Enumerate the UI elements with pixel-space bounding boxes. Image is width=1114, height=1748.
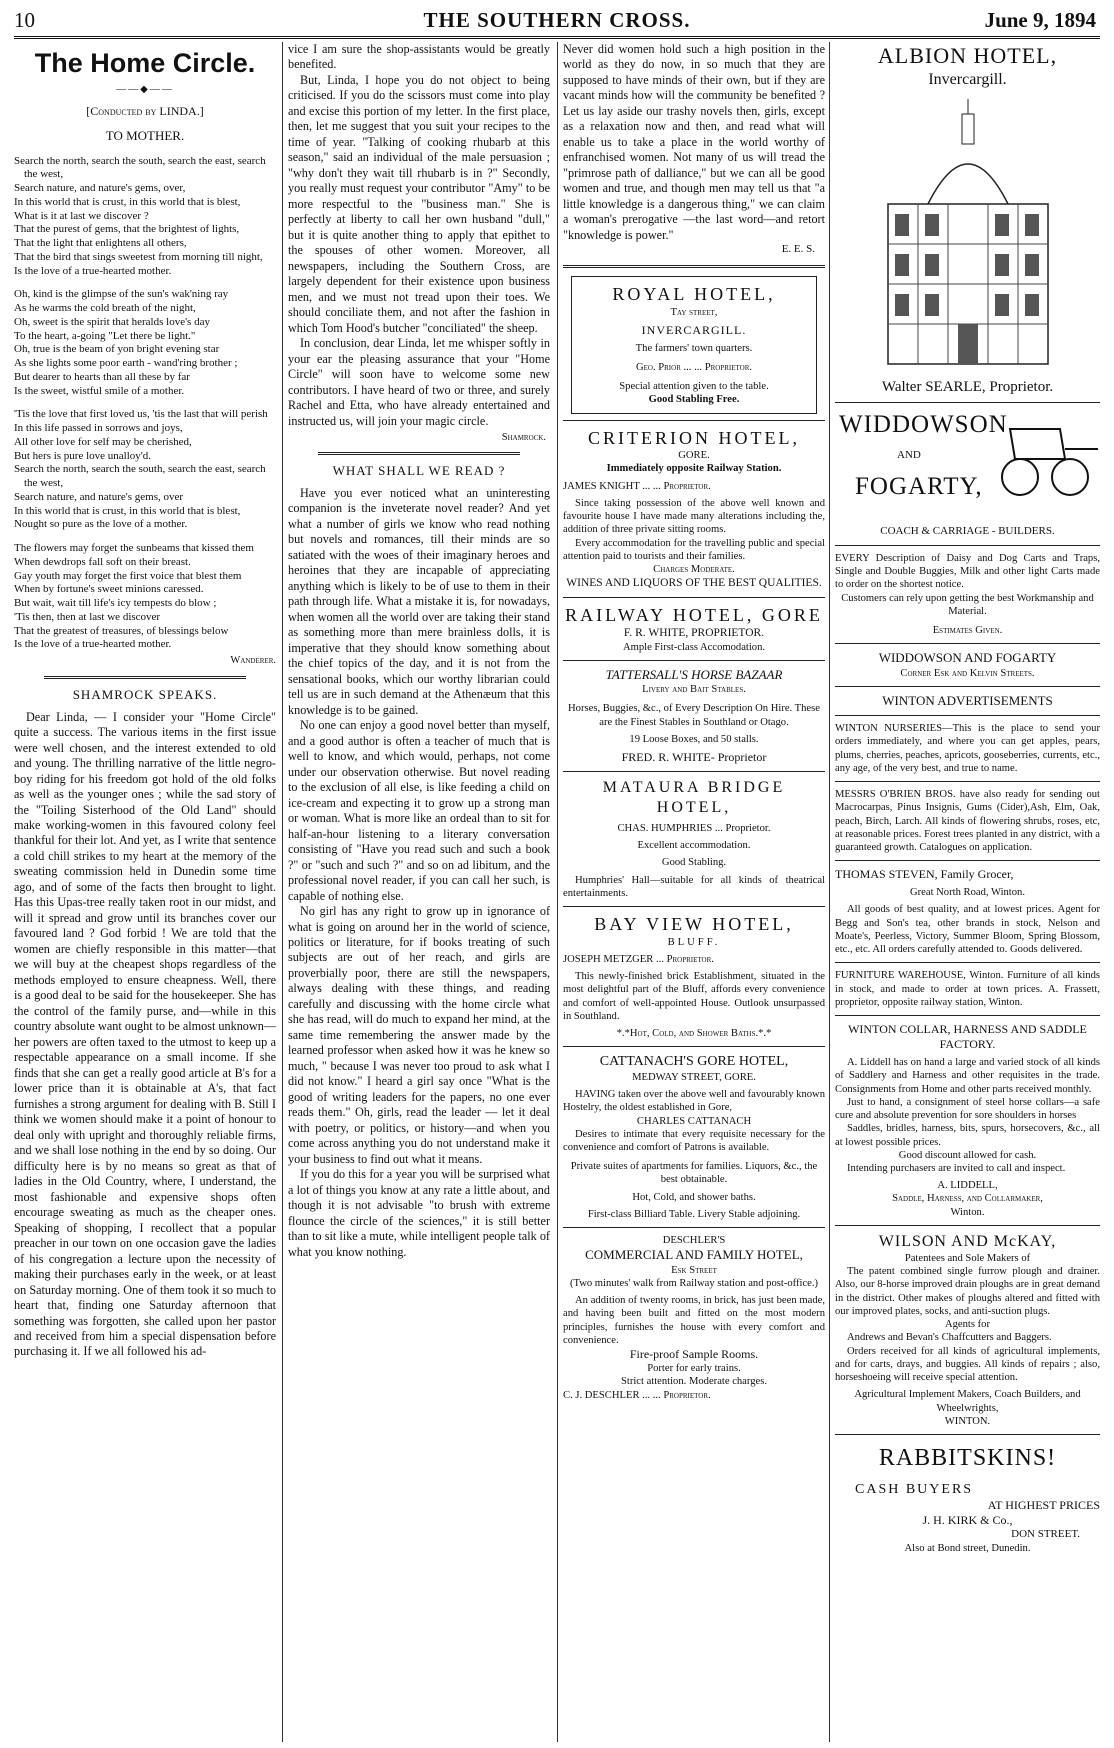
ad-line: The farmers' town quarters. — [635, 342, 753, 354]
page-header — [14, 6, 1100, 39]
ad-line: Porter for early trains. — [647, 1363, 741, 1375]
poem-line: That the greatest of treasures, of blessings below — [14, 624, 229, 637]
poem-line: Oh, sweet is the spirit that heralds love's day — [14, 315, 210, 328]
divider — [835, 715, 1100, 716]
ad-body: An addition of twenty rooms, in brick, has just been made, and having been built and fitted on the most modern principles, furnishes the house with every comfort and convenience. — [563, 1295, 825, 1346]
ad-body: Saddles, bridles, harness, bits, spurs, horsecovers, &c., all at lowest possible prices. — [835, 1123, 1100, 1148]
ad-line: J. H. KIRK & Co., — [922, 1513, 1013, 1528]
divider — [563, 265, 825, 268]
poem-line: Oh, true is the beam of yon bright evening star — [14, 343, 220, 356]
ad-body: This newly-finished brick Establishment, situated in the most delightful part of the Bluff, affords every convenience and comfort of well-appointed House. Outlook unsurpassed in Southland. — [563, 971, 825, 1022]
ad-body: Andrews and Bevan's Chaffcutters and Baggers. — [847, 1332, 1052, 1344]
ad-body: The patent combined single furrow plough and drainer. Also, our 8-horse improved drain ploughs are in great demand in the district. Other makes of ploughs altered and fitted with our improved plates, socks, and anti-suction plugs. — [835, 1266, 1100, 1317]
ad-line: Agents for — [944, 1319, 990, 1331]
divider — [835, 962, 1100, 963]
poem-line: That the bird that sings sweetest from morning till night, — [14, 250, 263, 263]
divider — [835, 1434, 1100, 1435]
ad-body: Desires to intimate that every requisite necessary for the convenience and comfort of Patrons is available. — [563, 1128, 825, 1153]
column-4 — [835, 42, 1100, 1742]
poem-line: Is the sweet, wistful smile of a mother. — [14, 384, 185, 397]
ad-body: MESSRS O'BRIEN BROS. have also ready for sending out Macrocarpas, Pinus Insignis, Gums (Cider),Ash, Elm, Oak, peach, Birch, Larch. All kinds of flowering shrubs, roses, etc, at reasonable prices. Forest trees planted in any district, with a guaranteed growth. Catalogues on application. — [835, 789, 1100, 854]
divider — [318, 452, 520, 455]
divider — [563, 906, 825, 907]
ad-royal-hotel — [571, 276, 817, 414]
ad-body: EVERY Description of Daisy and Dog Carts and Traps, Single and Double Buggies, Milk and other light Carts made to order on the shortest notice. — [835, 553, 1100, 591]
divider — [563, 1046, 825, 1047]
ad-heading: ALBION HOTEL, — [877, 43, 1058, 68]
divider — [563, 660, 825, 661]
poem-line: Nought so pure as the love of a mother. — [14, 518, 188, 531]
ad-body: FURNITURE WAREHOUSE, Winton. Furniture of all kinds in stock, and made to order at town prices. A. Frassett, proprietor, opposite railway station, Winton. — [835, 970, 1100, 1008]
poem-line: The flowers may forget the sunbeams that kissed them — [14, 542, 254, 555]
ad-line: Esk Street — [671, 1264, 717, 1276]
ad-line: AND — [897, 449, 921, 462]
divider — [835, 1015, 1100, 1016]
ad-heading: WINTON ADVERTISEMENTS — [882, 692, 1053, 708]
ad-heading: RABBITSKINS! — [878, 1444, 1057, 1471]
ad-line: First-class Billiard Table. Livery Stable adjoining. — [587, 1208, 801, 1220]
ad-line: Charges Moderate. — [653, 564, 735, 576]
ad-line: Tay street, — [670, 306, 718, 318]
ad-line: Fire-proof Sample Rooms. — [629, 1347, 759, 1362]
ad-line: A. LIDDELL, — [937, 1180, 998, 1192]
poem-title: TO MOTHER. — [105, 127, 185, 143]
ad-heading: MATAURA BRIDGE HOTEL, — [602, 779, 786, 816]
ad-line: Also at Bond street, Dunedin. — [904, 1543, 1031, 1555]
ad-line: (Two minutes' walk from Railway station and post-office.) — [569, 1277, 819, 1289]
ad-heading: ROYAL HOTEL, — [612, 284, 776, 305]
divider — [563, 1227, 825, 1228]
poem-line: When by fortune's sweet minions caressed. — [14, 583, 204, 596]
poem-line: Is the love of a true-hearted mother. — [14, 638, 172, 651]
ad-heading: CRITERION HOTEL, — [588, 427, 800, 448]
ad-body: Horses, Buggies, &c., of Every Description On Hire. These are the Finest Stables in Southland or Otago. — [568, 703, 820, 728]
article-signature: Shamrock. — [501, 432, 546, 444]
divider — [44, 676, 246, 679]
ad-line: Walter SEARLE, Proprietor. — [881, 378, 1054, 395]
ad-line: F. R. WHITE, PROPRIETOR. — [623, 627, 765, 640]
divider — [563, 420, 825, 421]
column-rule — [557, 42, 558, 1742]
ad-body: WINTON NURSERIES—This is the place to send your orders immediately, and where you can get apples, pears, plums, cherries, peaches, apricots, gooseberries, currents, etc., any age, of the very best, and true to name. — [835, 723, 1100, 774]
ad-line: *.*Hot, Cold, and Shower Baths.*.* — [616, 1028, 772, 1040]
ad-line: Great North Road, Winton. — [909, 887, 1025, 899]
stanza-break — [14, 398, 276, 408]
ad-body: HAVING taken over the above well and favourably known Hostelry, the oldest established in Gore, — [563, 1089, 825, 1114]
article-body: No one can enjoy a good novel better than myself, and a good author is often a teacher of much that is well to know, and which would, perhaps, not come under our observation otherwise. But novel reading to the exclusion of all else, is like feeding a child on ice-cream and expecting it to grow up a strong man or woman. What is more like an ordeal than to sit for half-an-hour listening to a literary conversation consisting of "Have you read such and such a book ?" or "such and such ?" and so on ad libitum, and the professional novel reader, if you can call her such, is capable of nothing else. — [288, 718, 550, 903]
poem-line: Search the north, search the south, search the east, search the west, — [14, 154, 266, 181]
poem-line: In this world that is crust, in this world that is blest, — [14, 504, 241, 517]
article-body: But, Linda, I hope you do not object to being criticised. If you do the scissors must come into play and excise this portion of my letter. In the first place, then, let me suggest that you suit your recipes to the time of year. "Talking of cooking rhubarb at this season," said an individual of the male persuasion ; "why don't they wait till rhubarb is in ?" Secondly, you really must request your contributor "Amy" to be more respectful to the "business man." She is perfectly at liberty to call her own husband "dull," but it is quite another thing to apply that epithet to the spouses of other women. Moreover, all newspapers, including the Southern Cross, are largely dependent for their existence upon business men, and we must not tread upon their toes. We should conciliate them, and not after the fashion in which Tom Hood's butcher "conciliated" the sheep. — [288, 72, 550, 335]
poem-line: In this life passed in sorrows and joys, — [14, 422, 183, 435]
ad-heading: RAILWAY HOTEL, GORE — [565, 604, 823, 625]
article-body: In conclusion, dear Linda, let me whisper softly in your ear the pleasing assurance that your "Home Circle" will soon have to welcome some new contributors. I have heard of two or three, and surely Rachel and Etta, who have already entertained and instructed us, will join your magic circle. — [288, 336, 550, 428]
poem-line: In this world that is crust, in this world that is blest, — [14, 195, 241, 208]
divider — [835, 686, 1100, 687]
ad-line: C. J. DESCHLER ... ... Proprietor. — [563, 1389, 711, 1401]
ad-heading: WIDDOWSON AND FOGARTY — [878, 650, 1057, 666]
ad-line: BLUFF. — [667, 936, 721, 948]
ad-line: 19 Loose Boxes, and 50 stalls. — [629, 733, 759, 745]
stanza-break — [14, 278, 276, 288]
poem-line: But wait, wait till life's icy tempests do blow ; — [14, 597, 217, 610]
column-3 — [563, 42, 825, 1742]
article-title: SHAMROCK SPEAKS. — [72, 686, 218, 702]
building-icon — [868, 94, 1068, 374]
ad-line: CHAS. HUMPHRIES ... Proprietor. — [617, 823, 771, 834]
ad-line: Strict attention. Moderate charges. — [620, 1376, 767, 1388]
poem-line: As she lights some poor earth - wand'ring brother ; — [14, 357, 238, 370]
ad-line: Special attention given to the table. — [619, 381, 769, 393]
ad-line: COACH & CARRIAGE - BUILDERS. — [880, 525, 1055, 538]
ad-line: WINTON. — [944, 1415, 991, 1427]
ad-heading: WILSON AND McKAY, — [878, 1232, 1057, 1250]
column-rule — [829, 42, 830, 1742]
article-title: WHAT SHALL WE READ ? — [332, 463, 506, 479]
poem-line: As he warms the cold breath of the night, — [14, 302, 196, 315]
divider — [563, 771, 825, 772]
ad-line: AT HIGHEST PRICES — [987, 1498, 1100, 1513]
poem-signature: Wanderer. — [230, 655, 276, 667]
ad-line: GORE. — [678, 450, 710, 462]
divider — [835, 402, 1100, 403]
divider — [835, 781, 1100, 782]
ad-line: Saddle, Harness, and Collarmaker, — [892, 1193, 1043, 1205]
poem — [14, 155, 276, 653]
hotel-illustration — [868, 94, 1068, 374]
poem-line: Search nature, and nature's gems, over — [14, 490, 184, 503]
ad-line: Invercargill. — [928, 70, 1007, 88]
ad-line: WINES AND LIQUORS OF THE BEST QUALITIES. — [566, 577, 822, 590]
ad-body: Agricultural Implement Makers, Coach Builders, and Wheelwrights, — [854, 1389, 1081, 1414]
carriage-icon — [990, 409, 1100, 499]
poem-line: Is the love of a true-hearted mother. — [14, 264, 172, 277]
divider — [835, 1225, 1100, 1226]
poem-line: But hers is pure love unalloy'd. — [14, 449, 152, 462]
conducted-by: [Conducted by LINDA.] — [86, 104, 204, 119]
ad-heading: THOMAS STEVEN, Family Grocer, — [835, 867, 1014, 882]
ad-body: Good discount allowed for cash. — [898, 1149, 1037, 1161]
poem-line: 'Tis the love that first loved us, 'tis the last that will perish — [14, 408, 268, 421]
section-title: The Home Circle. — [34, 48, 256, 78]
ad-body: Intending purchasers are invited to call and inspect. — [847, 1163, 1066, 1174]
ad-line: Excellent accommodation. — [637, 840, 751, 852]
ad-line: CASH BUYERS — [855, 1481, 974, 1497]
divider — [835, 545, 1100, 546]
ad-line: CHARLES CATTANACH — [636, 1115, 752, 1127]
page-number: 10 — [14, 8, 35, 32]
poem-line: Search nature, and nature's gems, over, — [14, 182, 186, 195]
ad-line: MEDWAY STREET, GORE. — [632, 1071, 756, 1083]
column-1 — [14, 42, 276, 1742]
ad-line: Patentees and Sole Makers of — [904, 1252, 1031, 1264]
ad-line: Winton. — [950, 1206, 985, 1218]
divider — [563, 597, 825, 598]
newspaper-title: THE SOUTHERN CROSS. — [423, 8, 691, 32]
article-body: Have you ever noticed what an uninteresting companion is the inveterate novel reader? And yet what a number of girls we know who read nothing but novels and romances, till their minds are so satiated with the woes of their imaginary heroes and heroines that they are incapable of appreciating anything which is likely to be of use to them in their path through life. What a mistake it is, for nowadays, when women all the world over are taking their stand as something more than mere brainless dolls, it is imperative that they should know something about the chief topics of the day, and it is not from the sensational books, which our worthy librarian could tell us are in such demand at the Athenæum that this knowledge is to be gained. — [288, 485, 550, 717]
ad-line: Good Stabling Free. — [648, 394, 740, 406]
ad-line: INVERCARGILL. — [641, 322, 747, 337]
poem-line: What is it at last we discover ? — [14, 209, 149, 222]
article-body: If you do this for a year you will be surprised what a lot of things you know at any rate a little about, and though it is not advisable "to brush with extreme flounce the circle of the sciences," it is still better than to sit like a mute, while intelligent people talk of what you know nothing. — [288, 1167, 550, 1259]
ad-widdowson-header — [835, 409, 1100, 521]
ad-line: Ample First-class Accomodation. — [622, 641, 766, 653]
poem-line: When dewdrops fall soft on their breast. — [14, 555, 191, 568]
ad-line: Estimates Given. — [932, 625, 1003, 637]
issue-date: June 9, 1894 — [984, 8, 1096, 32]
poem-line: That the light that enlightens all others, — [14, 237, 187, 250]
column-rule — [282, 42, 283, 1742]
column-2 — [288, 42, 550, 1742]
article-body: vice I am sure the shop-assistants would be greatly benefited. — [288, 42, 550, 72]
ad-line: Good Stabling. — [661, 857, 727, 869]
ad-heading: TATTERSALL'S HORSE BAZAAR — [605, 666, 783, 682]
article-body: Never did women hold such a high position in the world as they do now, in so much that they are supposed to have minds of their own, but if they are vacant minds how will the community be benefited ? Let us lay aside our trashy novels then, girls, except as a relaxation now and then, and read what will enable us to take a place in the world worthy of enfranchised women. Not many of us will tread the "primrose path of dalliance," but we can all be good women and true, and though men may tell us that "a little knowledge is a dangerous thing," we can claim a woman's prerogative —the last word—and retort "knowledge is power." — [563, 42, 825, 242]
ad-body: A. Liddell has on hand a large and varied stock of all kinds of Saddlery and Harness and other requisites in the trade. Consignments from Home and other parts received monthly. — [835, 1057, 1100, 1095]
poem-line: All other love for self may be cherished, — [14, 435, 192, 448]
article-body: Dear Linda, — I consider your "Home Circle" quite a success. The various items in the first issue were well chosen, and the interest extended to old and young. The thrilling narrative of the little negro-boy riding for his freedom got hold of the old folks as well as the younger ones ; while the sad story of the "Toiling Sisterhood of the Old Land" should make working-women in this favoured colony feel thankful for their lot. And yet, as I write that sentence a cold chill strikes to my heart at the memory of the sweating commission held in Dunedin some time ago, and of some of the facts then brought to light. Has this Upas-tree really taken root in our midst, and will it spread and grow until its branches cover our favoured land ? God forbid ! We are told that the women are chiefly responsible in this matter—that we will buy at the cheapest shops regardless of the methods employed to ensure cheapness. Well, there is a good deal to be said for the housekeeper. She has the control of the family purse, and—while in this country absolute want ought to be almost unknown—her powers are often taxed to the utmost to keep up a respectable appearance on a small income. If she finds that she can get a really good article at B's for a lower price than it is obtainable at A's, that fact furnishes a strong argument for dealing with B. Still I think we women should make it a point of honour to deal only with upright and thoroughly reliable firms, and we shall lose nothing in the end by so doing. Our difficulty here is by no means so great as that of ladies in the Old Country, where, I understand, the most fashionable and expensive shops often encourage sweating as much as the cheaper ones. Speaking of shopping, I recollect that a popular preacher in our town on one occasion gave the ladies of his congregation a lecture upon the necessity of making their purchases early in the week, or at least on Saturday morning. One of them took it so much to heart that, finding one Saturday afternoon that something was forgotten, she called upon her pastor and received from him a special dispensation before purchasing it. If we all followed his ad- — [14, 709, 276, 1359]
poem-line: Search the north, search the south, search the east, search the west, — [14, 463, 266, 490]
ad-line: FRED. R. WHITE- Proprietor — [621, 750, 767, 764]
ad-line: Geo. Prior ... ... Proprietor. — [635, 362, 753, 374]
ad-line: Livery and Bait Stables. — [642, 684, 746, 696]
article-signature: E. E. S. — [781, 243, 815, 256]
ad-body: Customers can rely upon getting the best Workmanship and Material. — [841, 592, 1094, 617]
ad-body: Since taking possession of the above well known and favourite house I have made many alterations including the, addition of three private sitting rooms. — [563, 497, 825, 536]
ad-line: Immediately opposite Railway Station. — [606, 463, 782, 475]
poem-line: Oh, kind is the glimpse of the sun's wak'ning ray — [14, 288, 229, 301]
ad-heading: FOGARTY, — [855, 473, 983, 501]
stanza-break — [14, 532, 276, 542]
ad-body: Orders received for all kinds of agricultural implements, and for carts, drays, and buggies. All kinds of repairs ; also, horseshoeing will receive special attention. — [835, 1345, 1100, 1384]
ad-line: JOSEPH METZGER ... Proprietor. — [563, 953, 714, 965]
ad-body: Humphries' Hall—suitable for all kinds of theatrical entertainments. — [563, 874, 825, 899]
poem-line: To the heart, a-going "Let there be light." — [14, 329, 196, 342]
ad-line: DESCHLER'S — [662, 1235, 726, 1247]
ad-body: Just to hand, a consignment of steel horse collars—a safe cure and absolute prevention for sore shoulders in horses — [835, 1096, 1100, 1122]
poem-line: 'Tis then, then at last we discover — [14, 610, 161, 623]
ad-line: DON STREET. — [1011, 1528, 1080, 1541]
poem-line: Gay youth may forget the first voice that blest them — [14, 569, 242, 582]
poem-line: That the purest of gems, that the brightest of lights, — [14, 223, 240, 236]
ad-body: Every accommodation for the travelling public and special attention paid to tourists and their families. — [563, 537, 825, 562]
ad-heading: WINTON COLLAR, HARNESS AND SADDLE FACTORY. — [848, 1022, 1087, 1052]
divider — [835, 643, 1100, 644]
ad-heading: COMMERCIAL AND FAMILY HOTEL, — [585, 1247, 803, 1263]
ad-line: Private suites of apartments for families. Liquors, &c., the best obtainable. — [570, 1161, 818, 1186]
ad-line: Corner Esk and Kelvin Streets. — [900, 667, 1035, 679]
ad-heading: WIDDOWSON — [839, 411, 1008, 439]
ad-heading: CATTANACH'S GORE HOTEL, — [599, 1054, 789, 1070]
article-body: No girl has any right to grow up in ignorance of what is going on around her in the world of science, politics or literature, for if books treating of such subjects are out of her reach, and girls are proverbially poor, there are still the newspapers, always dealing with these things, and reading carefully and discussing with the home circle what she has read, will do much to expand her mind, at the same time remembering the answer made by the learned professor when asked how it was he knew so much, " because I was never too proud to ask what I did not know." I heard a girl say once "What is the good of writing leaders for the papers, no one ever reads them." Oh, girls, read the leader — let it deal with poetry, or politics, or history—and when you come across anything you do not understand make it your business to find out what it means. — [288, 904, 550, 1166]
poem-line: But dearer to hearts than all these by far — [14, 370, 190, 383]
ad-line: JAMES KNIGHT ... ... Proprietor. — [563, 480, 711, 492]
ad-heading: BAY VIEW HOTEL, — [594, 914, 794, 935]
ad-line: Hot, Cold, and shower baths. — [632, 1191, 756, 1203]
ad-body: All goods of best quality, and at lowest prices. Agent for Begg and Son's tea, other brands in stock, Nelson and Moate's, Peerless, Victory, Summer Bloom, Spring Blossom, etc., etc. All orders carefully attended to. Goods delivered. — [835, 904, 1100, 956]
ornament: ——◆—— — [116, 84, 174, 96]
divider — [835, 860, 1100, 861]
